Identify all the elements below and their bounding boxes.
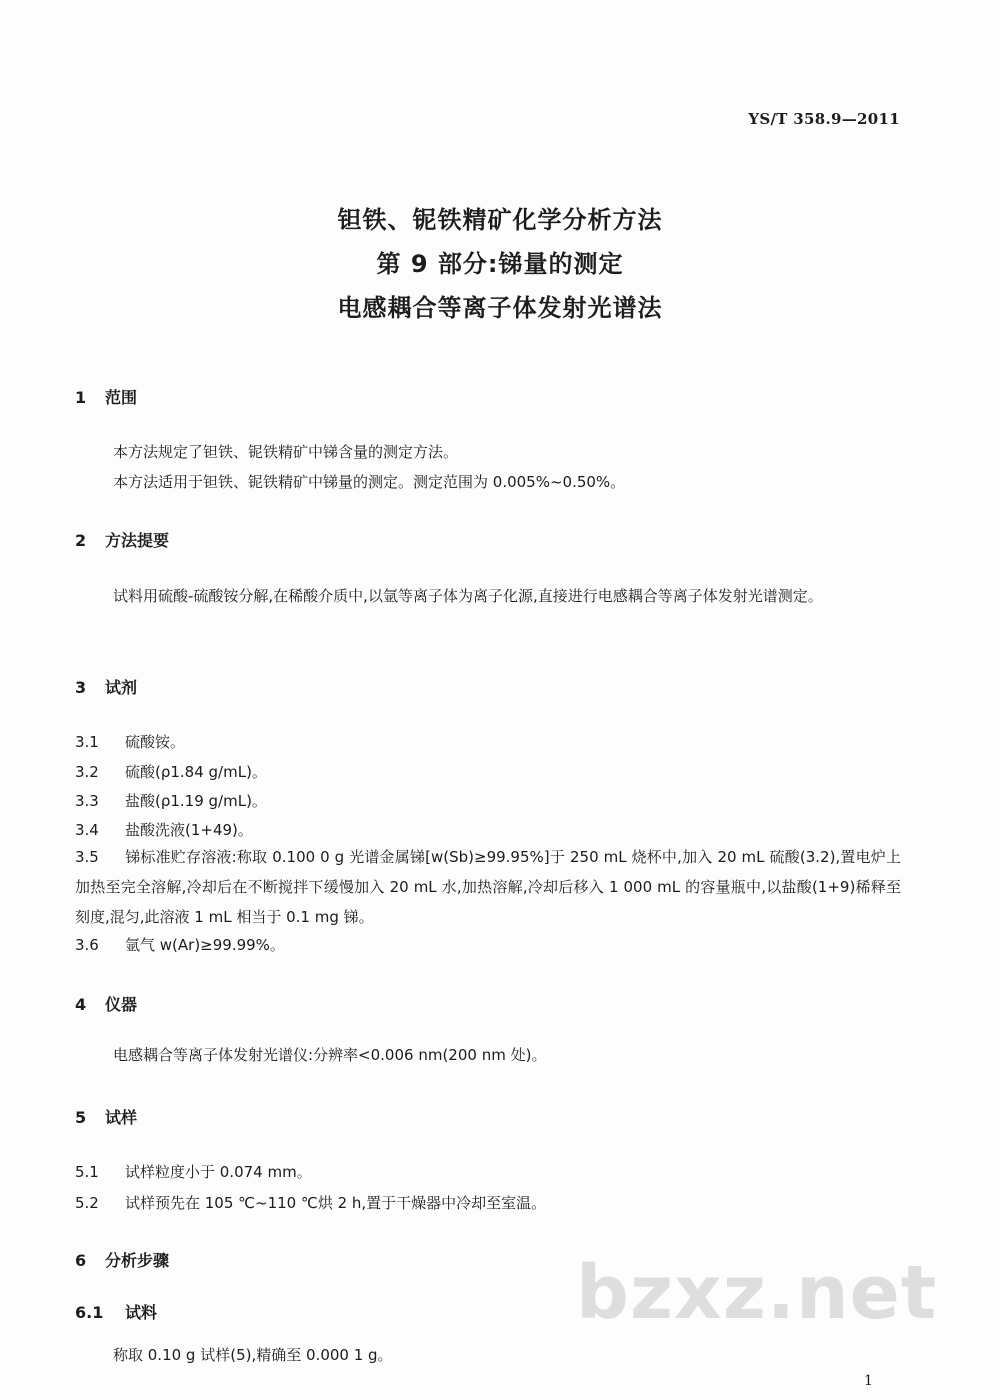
item-text: 硫酸(ρ1.84 g/mL)。 (125, 763, 267, 781)
section-number: 5 (75, 1108, 87, 1127)
item-number: 3.4 (75, 821, 99, 839)
section-heading-procedure (75, 1248, 169, 1271)
item-text: 试样预先在 105 ℃~110 ℃烘 2 h,置于干燥器中冷却至室温。 (125, 1194, 547, 1212)
paragraph: 本方法规定了钽铁、铌铁精矿中锑含量的测定方法。 (113, 443, 459, 461)
section-title: 仪器 (105, 995, 138, 1014)
section-number: 2 (75, 531, 87, 550)
section-number: 4 (75, 995, 87, 1014)
item-text: 锑标准贮存溶液:称取 0.100 0 g 光谱金属锑[w(Sb)≥99.95%]于 250 mL 烧杯中,加入 20 mL 硫酸(3.2),置电炉上加热至完全溶解,冷却后在不断搅拌下缓慢加入 20 mL 水,加热溶解,冷却后移入 1 000 mL 的容量瓶中,以盐酸(1+9)稀释至刻度,混匀,此溶液 1 mL 相当于 0.1 mg 锑。 (75, 848, 901, 926)
paragraph: 电感耦合等离子体发射光谱仪:分辨率<0.006 nm(200 nm 处)。 (113, 1046, 547, 1064)
section-title: 范围 (105, 388, 138, 407)
reagent-item (75, 731, 185, 752)
section-title: 试样 (105, 1108, 138, 1127)
document-title (0, 198, 1000, 330)
paragraph: 本方法适用于钽铁、铌铁精矿中锑量的测定。测定范围为 0.005%~0.50%。 (113, 473, 626, 491)
section-heading-scope (75, 385, 137, 408)
reagent-item (75, 819, 253, 840)
subsection-title: 试料 (125, 1303, 158, 1322)
item-text: 硫酸铵。 (125, 733, 186, 751)
section-heading-apparatus (75, 992, 137, 1015)
watermark: bzxz.net (576, 1250, 938, 1336)
item-number: 5.1 (75, 1163, 99, 1181)
item-number: 3.5 (75, 848, 99, 866)
sample-item (75, 1161, 312, 1182)
subsection-heading-test-portion (75, 1300, 157, 1323)
item-text: 试样粒度小于 0.074 mm。 (125, 1163, 312, 1181)
paragraph: 试料用硫酸-硫酸铵分解,在稀酸介质中,以氩等离子体为离子化源,直接进行电感耦合等离子体发射光谱测定。 (113, 587, 823, 605)
item-text: 盐酸(ρ1.19 g/mL)。 (125, 792, 267, 810)
item-text: 盐酸洗液(1+49)。 (125, 821, 253, 839)
item-number: 3.1 (75, 733, 99, 751)
item-text: 氩气 w(Ar)≥99.99%。 (125, 936, 285, 954)
title-line-3: 电感耦合等离子体发射光谱法 (337, 294, 663, 322)
section-title: 分析步骤 (105, 1251, 170, 1270)
section-number: 3 (75, 678, 87, 697)
sample-item (75, 1192, 546, 1213)
reagent-item (75, 934, 285, 955)
item-number: 5.2 (75, 1194, 99, 1212)
item-number: 3.2 (75, 763, 99, 781)
paragraph: 称取 0.10 g 试样(5),精确至 0.000 1 g。 (113, 1346, 393, 1364)
reagent-item (75, 761, 267, 782)
reagent-item (75, 790, 267, 811)
section-heading-principle (75, 528, 169, 551)
standard-number: YS/T 358.9—2011 (748, 110, 900, 128)
section-title: 试剂 (105, 678, 138, 697)
section-number: 1 (75, 388, 87, 407)
section-number: 6 (75, 1251, 87, 1270)
section-title: 方法提要 (105, 531, 170, 550)
title-line-2: 第 9 部分:锑量的测定 (376, 250, 624, 278)
page-number: 1 (864, 1373, 873, 1389)
title-line-1: 钽铁、铌铁精矿化学分析方法 (337, 206, 663, 234)
item-number: 3.3 (75, 792, 99, 810)
subsection-number: 6.1 (75, 1303, 104, 1322)
reagent-item (75, 842, 901, 932)
item-number: 3.6 (75, 936, 99, 954)
section-heading-reagents (75, 675, 137, 698)
section-heading-sample (75, 1105, 137, 1128)
